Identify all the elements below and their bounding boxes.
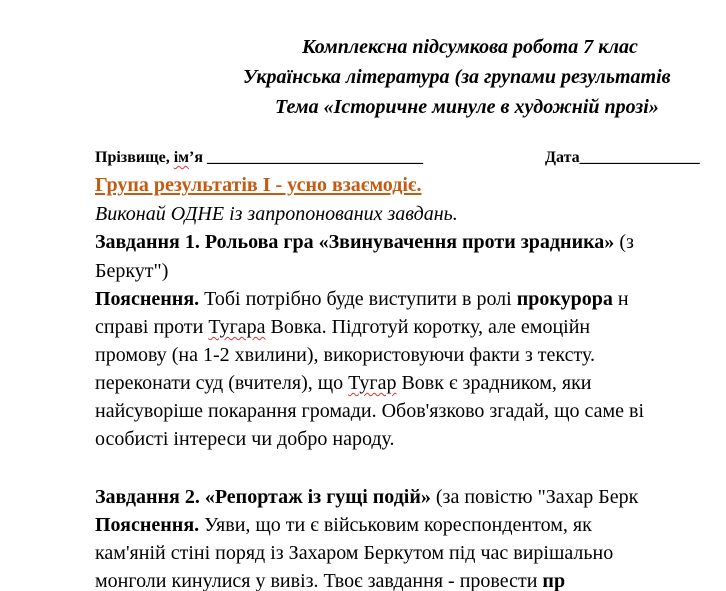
task1-label: Завдання 1. Рольова гра «Звинувачення проти зрадника»	[95, 231, 615, 253]
task1-expl-l1-bold: прокурора	[516, 288, 613, 310]
name-field	[95, 149, 423, 167]
task2-expl-l3-bold: пр	[542, 570, 566, 591]
title-line-1: Комплексна підсумкова робота 7 клас	[302, 36, 638, 58]
task1-expl-line4	[95, 372, 592, 395]
task2-label: Завдання 2. «Репортаж із гущі подій»	[95, 486, 431, 508]
title-line-3: Тема «Історичне минуле в художній прозі»	[275, 96, 659, 118]
task2-expl-label: Пояснення.	[95, 514, 200, 536]
task2-expl-line1	[95, 514, 592, 537]
task2-expl-line3	[95, 570, 565, 591]
task1-expl-line3: промову (на 1-2 хвилини), використовуючи факти з тексту.	[95, 344, 595, 366]
task1-expl-l2b: Вовка. Підготуй коротку, але емоційн	[265, 316, 591, 338]
name-blank: ___________________________	[207, 149, 424, 166]
task1-expl-l1b: н	[612, 288, 629, 310]
task1-expl-l2a: справі проти	[95, 316, 209, 338]
task1-expl-line2	[95, 316, 590, 339]
name-label: Прізвище, ім’я	[95, 149, 204, 166]
task1-expl-l2-sq: Тугара	[208, 316, 266, 338]
task2-expl-l3a: монголи кинулися у вивіз. Твоє завдання - провести	[95, 570, 543, 591]
task1-expl-l4-sq: Тугар	[348, 372, 397, 394]
task2-label-tail: (за повістю "Захар Берк	[430, 486, 639, 508]
task1-expl-line1	[95, 288, 629, 311]
title-line-2: Українська література (за групами результатів	[243, 66, 671, 88]
task1-expl-l1a: Тобі потрібно буде виступити в ролі	[199, 288, 517, 310]
task1-expl-l4a: переконати суд (вчителя), що	[95, 372, 349, 394]
task1-label-tail: (з	[614, 231, 634, 253]
task1-expl-label: Пояснення.	[95, 288, 200, 310]
task1-expl-line5: найсуворіше покарання громади. Обов'язково згадай, що саме ві	[95, 400, 645, 422]
date-blank: _______________	[579, 149, 700, 166]
task1-expl-l4b: Вовк є зрадником, яки	[396, 372, 592, 394]
date-label: Дата	[545, 149, 580, 166]
task1-heading	[95, 231, 634, 254]
task2-heading	[95, 486, 638, 509]
task2-expl-line2: кам'яній стіні поряд із Захаром Беркутом під час вирішально	[95, 542, 614, 564]
group-heading: Група результатів І - усно взаємодіє.	[95, 174, 422, 196]
task1-expl-line6: особисті інтереси чи добро народу.	[95, 428, 395, 450]
instruction: Виконай ОДНЕ із запропонованих завдань.	[95, 203, 458, 225]
date-field	[545, 149, 700, 167]
task2-expl-l1: Уяви, що ти є військовим кореспондентом, як	[199, 514, 592, 536]
task1-line2: Беркут")	[95, 260, 169, 282]
